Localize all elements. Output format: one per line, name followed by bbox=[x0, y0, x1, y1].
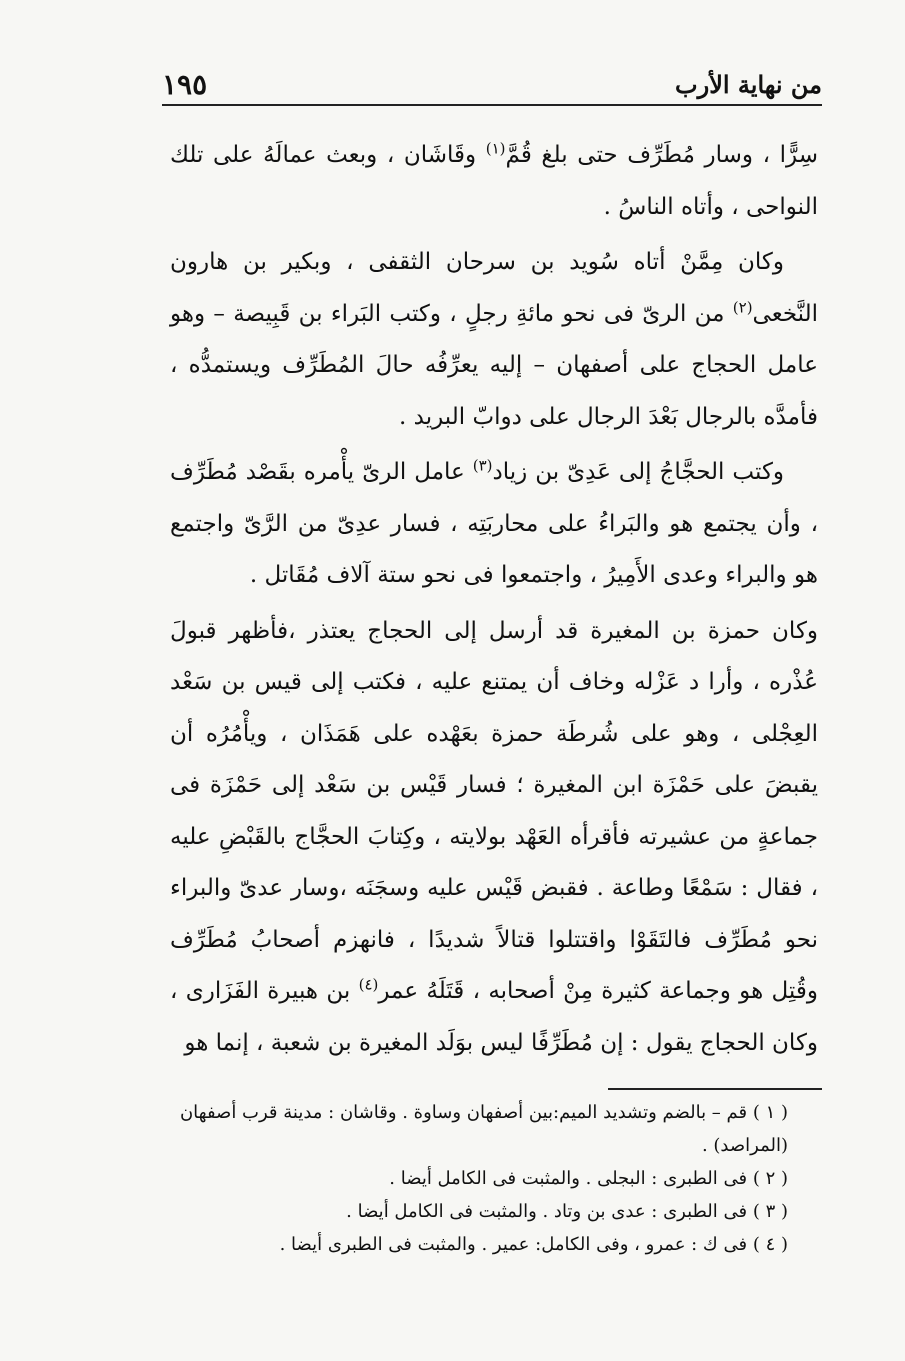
footnote-4: ( ٤ ) فى ك : عمرو ، وفى الكامل: عمير . والمثبت فى الطبرى أيضا . bbox=[279, 1234, 788, 1255]
paragraph-4: وكان حمزة بن المغيرة قد أرسل إلى الحجاج يعتذر ،فأظهر قبولَ عُذْره ، وأرا د عَزْله وخاف أن يمتنع عليه ، فكتب إلى قيس بن سَعْد العِجْلى ، وهو على شُرطَة حمزة بعَهْده على هَمَذَان ، ويأْمُرُه أن يقبضَ على حَمْزَة ابن المغيرة ؛ فسار قَيْس بن سَعْد إلى حَمْزَة فى جماعةٍ من عشيرته فأقرأه العَهْد بولايته ، وكِتابَ الحجَّاج بالقَبْضِ عليه ، فقال : سَمْعًا وطاعة . فقبض قَيْس عليه وسجَنَه ،وسار عدىّ والبراء نحو مُطَرِّف فالتَقَوْا واقتتلوا قتالاً شديدًا ، فانهزم أصحابُ مُطَرِّف وقُتِل هو وجماعة كثيرة مِنْ أصحابه ، قَتَلَهُ عمر$^{(٤)}$ بن هبيرة الفَزَارى ، وكان الحجاج يقول : إن مُطَرِّفًا ليس بوَلَد المغيرة بن شعبة ، إنما هو bbox=[170, 617, 818, 1056]
footnote-ref-4: (٤) bbox=[358, 975, 379, 994]
footnotes bbox=[170, 1096, 818, 1261]
footnote-1: ( ١ ) قم – بالضم وتشديد الميم:بين أصفهان وساوة . وقاشان : مدينة قرب أصفهان (المراصد) . bbox=[179, 1102, 788, 1156]
footnote-ref-3: (٣) bbox=[472, 456, 493, 475]
body-text bbox=[170, 130, 818, 1069]
header-rule bbox=[162, 104, 822, 106]
paragraph-1: سِرًّا ، وسار مُطَرِّف حتى بلغ قُمَّ$^{(١)}$ وقَاشَان ، وبعث عمالَهُ على تلك النواحى ، وأتاه الناسُ . bbox=[170, 139, 818, 220]
footnote-2: ( ٢ ) فى الطبرى : البجلى . والمثبت فى الكامل أيضا . bbox=[389, 1168, 788, 1189]
footnote-rule bbox=[608, 1088, 822, 1090]
page-number: ١٩٥ bbox=[162, 67, 208, 101]
page-header bbox=[162, 66, 822, 102]
paragraph-2: وكان مِمَّنْ أتاه سُويد بن سرحان الثقفى ، وبكير بن هارون النَّخعى$^{(٢)}$ من الرىّ فى نحو مائةِ رجلٍ ، وكتب البَراء بن قَبِيصة – وهو عامل الحجاج على أصفهان – إليه يعرِّفُه حالَ المُطَرِّف ويستمدُّه ، فأمدَّه بالرجال بَعْدَ الرجال على دوابّ البريد . bbox=[170, 249, 818, 430]
footnote-ref-2: (٢) bbox=[732, 297, 753, 316]
footnote-3: ( ٣ ) فى الطبرى : عدى بن وتاد . والمثبت فى الكامل أيضا . bbox=[346, 1201, 788, 1222]
paragraph-3: وكتب الحجَّاجُ إلى عَدِىّ بن زياد$^{(٣)}$ عامل الرىّ يأْمره بقَصْد مُطَرِّف ، وأن يجتمع هو والبَراءُ على محاربَتِه ، فسار عدِىّ من الرَّىّ واجتمع هو والبراء وعدى الأَمِيرُ ، واجتمعوا فى نحو ستة آلاف مُقَاتل . bbox=[170, 456, 818, 588]
running-title: من نهاية الأرب bbox=[675, 69, 822, 99]
footnote-ref-1: (١) bbox=[485, 139, 506, 158]
